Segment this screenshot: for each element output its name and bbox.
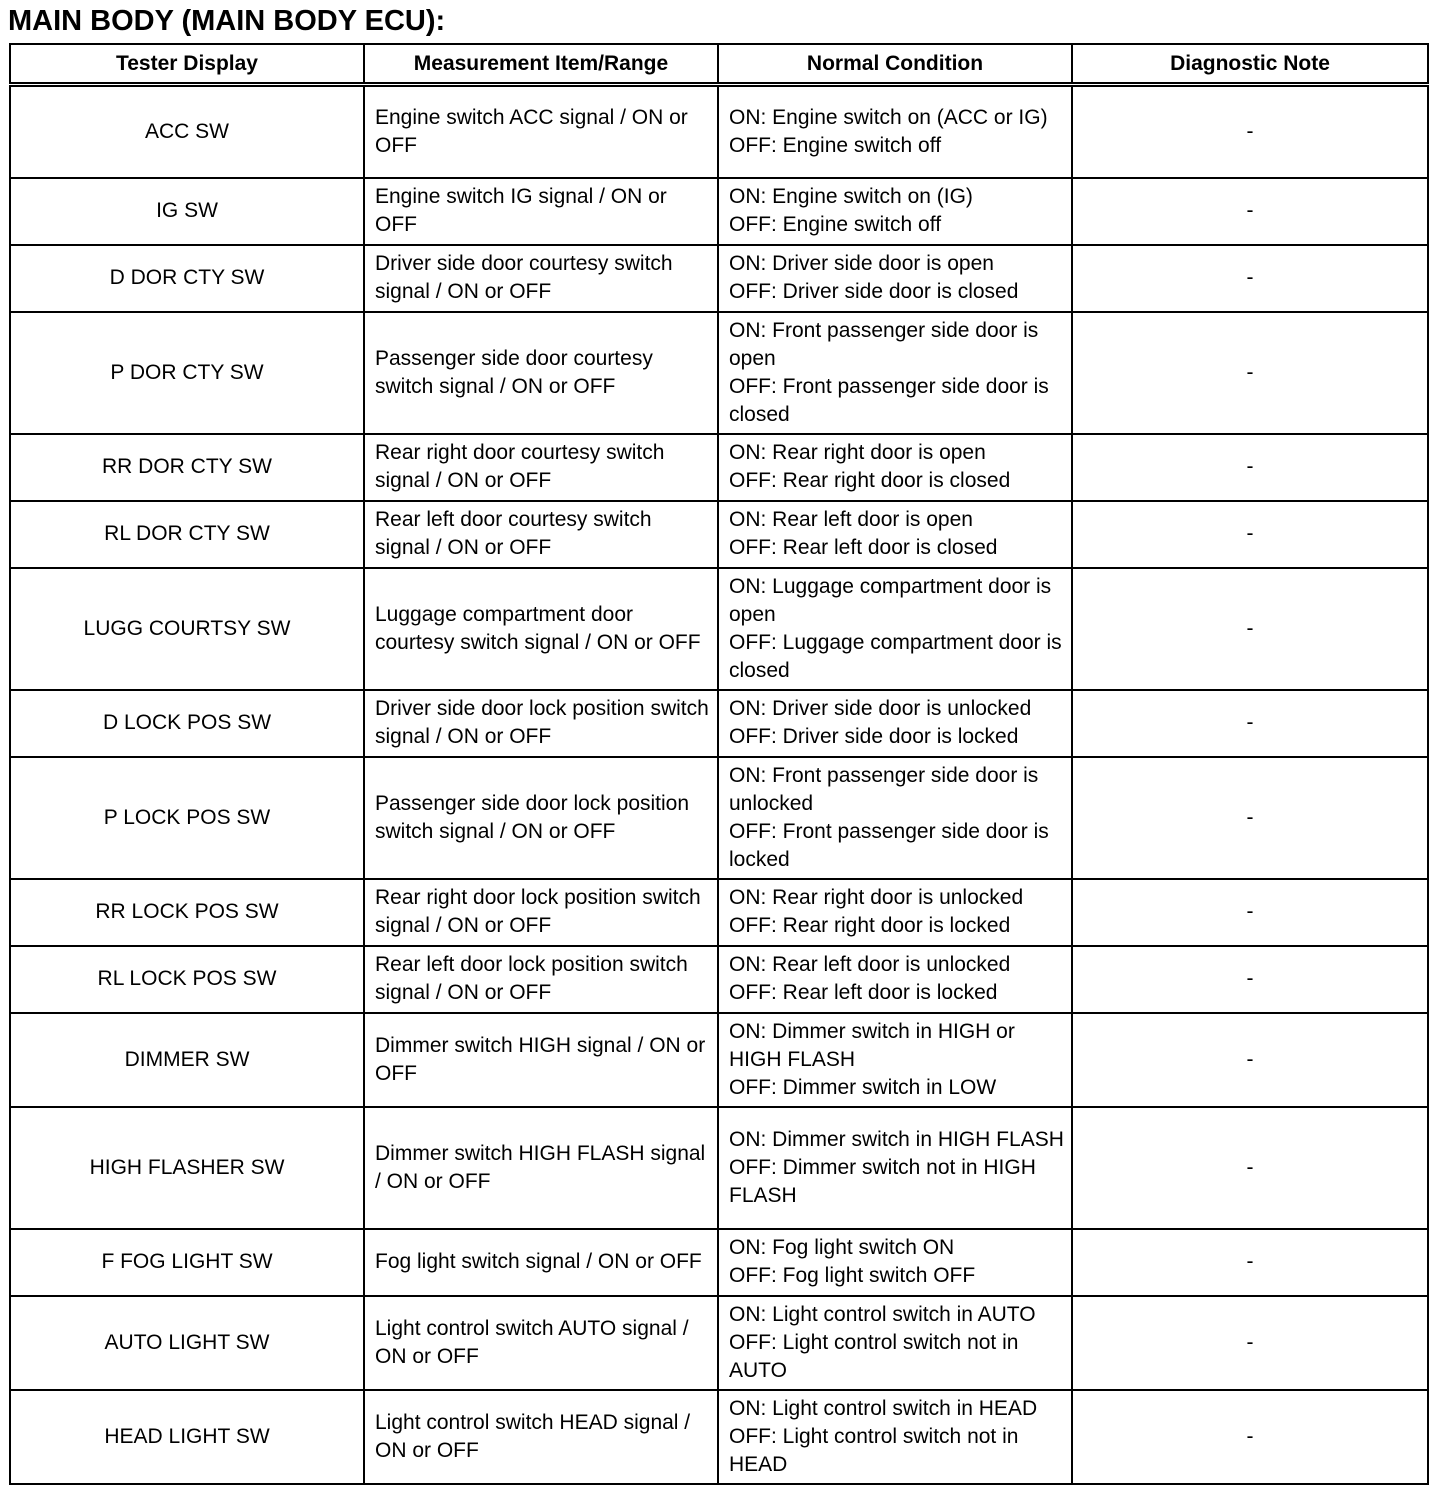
condition-on-text: ON: Rear left door is open [729, 508, 973, 531]
measurement-item-cell: Passenger side door lock position switch signal / ON or OFF [364, 757, 718, 879]
diagnostic-note-cell: - [1072, 178, 1428, 245]
table-row [10, 178, 1428, 245]
condition-off-text: OFF: Dimmer switch not in HIGH FLASH [729, 1155, 1036, 1207]
condition-on-text: ON: Engine switch on (IG) [729, 185, 973, 208]
tester-display-cell: AUTO LIGHT SW [10, 1296, 364, 1390]
table-row [10, 501, 1428, 568]
tester-display-cell: LUGG COURTSY SW [10, 568, 364, 690]
tester-display-cell: D LOCK POS SW [10, 690, 364, 757]
condition-off-text: OFF: Driver side door is closed [729, 280, 1019, 303]
condition-on-text: ON: Dimmer switch in HIGH FLASH [729, 1127, 1064, 1151]
table-row [10, 245, 1428, 312]
measurement-item-cell: Fog light switch signal / ON or OFF [364, 1229, 718, 1296]
table-row [10, 879, 1428, 946]
condition-on-text: ON: Front passenger side door is open [729, 318, 1039, 370]
diagnostic-note-cell: - [1072, 245, 1428, 312]
condition-on-text: ON: Rear left door is unlocked [729, 953, 1011, 976]
tester-display-cell: P LOCK POS SW [10, 757, 364, 879]
table-row [10, 1296, 1428, 1390]
normal-condition-cell [718, 757, 1072, 879]
condition-on-text: ON: Fog light switch ON [729, 1236, 955, 1259]
condition-off-text: OFF: Rear left door is closed [729, 536, 998, 559]
table-row [10, 312, 1428, 434]
diagnostic-note-cell: - [1072, 85, 1428, 178]
table-row [10, 85, 1428, 178]
condition-on-text: ON: Rear right door is unlocked [729, 886, 1024, 909]
normal-condition-cell [718, 245, 1072, 312]
normal-condition-cell [718, 1390, 1072, 1484]
header-tester-display: Tester Display [10, 44, 364, 85]
condition-off-text: OFF: Rear right door is closed [729, 469, 1011, 492]
measurement-item-cell: Driver side door courtesy switch signal / ON or OFF [364, 245, 718, 312]
measurement-item-cell: Dimmer switch HIGH FLASH signal / ON or OFF [364, 1107, 718, 1229]
condition-on-text: ON: Front passenger side door is unlocked [729, 763, 1039, 815]
condition-off-text: OFF: Front passenger side door is closed [729, 374, 1049, 426]
table-row [10, 690, 1428, 757]
condition-off-text: OFF: Light control switch not in HEAD [729, 1424, 1019, 1476]
diagnostic-note-cell: - [1072, 501, 1428, 568]
condition-on-text: ON: Light control switch in AUTO [729, 1302, 1036, 1326]
condition-off-text: OFF: Front passenger side door is locked [729, 819, 1049, 871]
normal-condition-cell [718, 879, 1072, 946]
diagnostic-note-cell: - [1072, 1229, 1428, 1296]
normal-condition-cell [718, 1296, 1072, 1390]
header-row [10, 44, 1428, 85]
data-list-table-container [9, 43, 1429, 1485]
measurement-item-cell: Engine switch ACC signal / ON or OFF [364, 85, 718, 178]
table-row [10, 946, 1428, 1013]
table-row [10, 1107, 1428, 1229]
condition-off-text: OFF: Rear left door is locked [729, 981, 998, 1004]
header-diagnostic-note: Diagnostic Note [1072, 44, 1428, 85]
tester-display-cell: RR LOCK POS SW [10, 879, 364, 946]
page-title: MAIN BODY (MAIN BODY ECU): [8, 5, 446, 37]
measurement-item-cell: Engine switch IG signal / ON or OFF [364, 178, 718, 245]
normal-condition-cell [718, 1013, 1072, 1107]
table-body [10, 85, 1428, 1484]
measurement-item-cell: Dimmer switch HIGH signal / ON or OFF [364, 1013, 718, 1107]
condition-off-text: OFF: Light control switch not in AUTO [729, 1330, 1019, 1382]
diagnostic-note-cell: - [1072, 879, 1428, 946]
header-normal-condition: Normal Condition [718, 44, 1072, 85]
normal-condition-cell [718, 690, 1072, 757]
condition-off-text: OFF: Rear right door is locked [729, 914, 1011, 937]
table-row [10, 434, 1428, 501]
normal-condition-cell [718, 1229, 1072, 1296]
condition-on-text: ON: Light control switch in HEAD [729, 1396, 1038, 1420]
table-row [10, 1390, 1428, 1484]
condition-off-text: OFF: Driver side door is locked [729, 725, 1019, 748]
diagnostic-note-cell: - [1072, 690, 1428, 757]
normal-condition-cell [718, 434, 1072, 501]
data-list-table [9, 43, 1429, 1485]
condition-on-text: ON: Dimmer switch in HIGH or HIGH FLASH [729, 1019, 1015, 1071]
condition-on-text: ON: Driver side door is open [729, 252, 994, 275]
diagnostic-note-cell: - [1072, 312, 1428, 434]
tester-display-cell: IG SW [10, 178, 364, 245]
measurement-item-cell: Rear right door lock position switch signal / ON or OFF [364, 879, 718, 946]
diagnostic-note-cell: - [1072, 434, 1428, 501]
measurement-item-cell: Light control switch AUTO signal / ON or OFF [364, 1296, 718, 1390]
normal-condition-cell [718, 946, 1072, 1013]
table-row [10, 1229, 1428, 1296]
tester-display-cell: P DOR CTY SW [10, 312, 364, 434]
table-row [10, 568, 1428, 690]
normal-condition-cell [718, 85, 1072, 178]
condition-on-text: ON: Driver side door is unlocked [729, 697, 1032, 720]
condition-off-text: OFF: Fog light switch OFF [729, 1264, 976, 1287]
tester-display-cell: ACC SW [10, 85, 364, 178]
condition-off-text: OFF: Dimmer switch in LOW [729, 1075, 997, 1099]
measurement-item-cell: Driver side door lock position switch signal / ON or OFF [364, 690, 718, 757]
tester-display-cell: HEAD LIGHT SW [10, 1390, 364, 1484]
tester-display-cell: F FOG LIGHT SW [10, 1229, 364, 1296]
measurement-item-cell: Rear left door courtesy switch signal / ON or OFF [364, 501, 718, 568]
diagnostic-note-cell: - [1072, 1390, 1428, 1484]
header-measurement-item: Measurement Item/Range [364, 44, 718, 85]
diagnostic-note-cell: - [1072, 1013, 1428, 1107]
normal-condition-cell [718, 568, 1072, 690]
normal-condition-cell [718, 501, 1072, 568]
tester-display-cell: RL LOCK POS SW [10, 946, 364, 1013]
tester-display-cell: RR DOR CTY SW [10, 434, 364, 501]
normal-condition-cell [718, 178, 1072, 245]
measurement-item-cell: Passenger side door courtesy switch signal / ON or OFF [364, 312, 718, 434]
table-row [10, 757, 1428, 879]
condition-off-text: OFF: Engine switch off [729, 133, 942, 157]
measurement-item-cell: Light control switch HEAD signal / ON or OFF [364, 1390, 718, 1484]
condition-on-text: ON: Luggage compartment door is open [729, 574, 1052, 626]
diagnostic-note-cell: - [1072, 568, 1428, 690]
table-header [10, 44, 1428, 85]
condition-off-text: OFF: Engine switch off [729, 213, 942, 236]
condition-on-text: ON: Rear right door is open [729, 441, 986, 464]
tester-display-cell: D DOR CTY SW [10, 245, 364, 312]
measurement-item-cell: Rear right door courtesy switch signal / ON or OFF [364, 434, 718, 501]
measurement-item-cell: Rear left door lock position switch signal / ON or OFF [364, 946, 718, 1013]
tester-display-cell: DIMMER SW [10, 1013, 364, 1107]
diagnostic-note-cell: - [1072, 1107, 1428, 1229]
condition-off-text: OFF: Luggage compartment door is closed [729, 630, 1062, 682]
tester-display-cell: HIGH FLASHER SW [10, 1107, 364, 1229]
tester-display-cell: RL DOR CTY SW [10, 501, 364, 568]
condition-on-text: ON: Engine switch on (ACC or IG) [729, 105, 1048, 129]
normal-condition-cell [718, 1107, 1072, 1229]
diagnostic-note-cell: - [1072, 946, 1428, 1013]
measurement-item-cell: Luggage compartment door courtesy switch signal / ON or OFF [364, 568, 718, 690]
diagnostic-note-cell: - [1072, 1296, 1428, 1390]
normal-condition-cell [718, 312, 1072, 434]
diagnostic-note-cell: - [1072, 757, 1428, 879]
table-row [10, 1013, 1428, 1107]
